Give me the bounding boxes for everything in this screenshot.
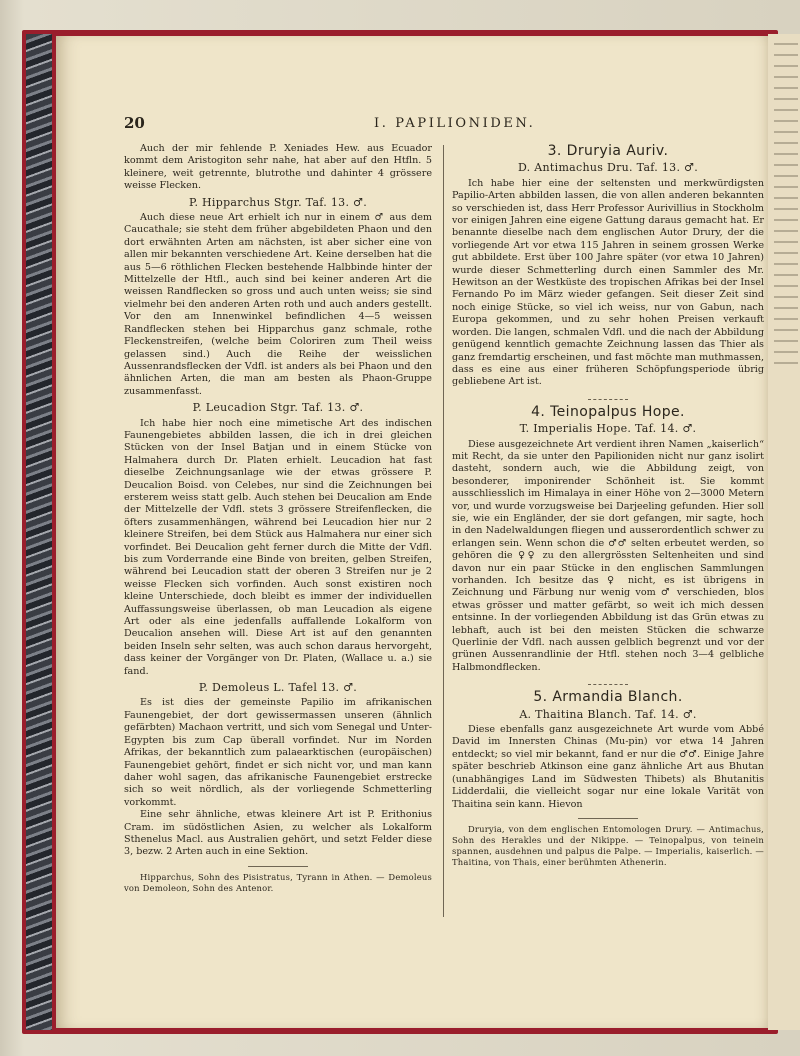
entry-text: Diese ausgezeichnete Art verdient ihren Namen „kaiserlich“ mit Recht, da sie unter den Papilioniden nicht nur ganz isolirt dasteht, sondern auch, wie die Abbildung zeigt, von besonderer, imponirender Schönheit ist. Sie kommt ausschliesslich im Himalaya in einer Höhe von 2—3000 Metern vor, und wurde vorzugsweise bei Darjeeling gefunden. Hier soll sie, wie ein Engländer, der sie dort gefangen, mir sagte, hoch in den Nadelwaldungen fliegen und ausserordentlich schwer zu erlangen sein. Wenn schon die ♂♂ selten erbeutet werden, so gehören die ♀♀ zu den allergrössten Seltenheiten und sind davon nur ein paar Stücke in den englischen Sammlungen vorhanden. Ich besitze das ♀ nicht, es ist übrigens in Zeichnung und Färbung nur wenig vom ♂ verschieden, blos etwas grösser und matter gefärbt, so weit ich mich dessen entsinne. In der vorliegenden Abbildung ist das Grün etwas zu lebhaft, auch ist bei den meisten Stücken die schwarze Querlinie der Vdfl. nach aussen gelblich begrenzt und vor der grünen Aussenrandlinie der Htfl. stehen noch 3—4 gelbliche Halbmondflecken.	[452, 438, 764, 673]
intro-paragraph: Auch der mir fehlende P. Xeniades Hew. aus Ecuador kommt dem Aristogiton sehr nahe, hat aber auf den Htfln. 5 kleinere, weit getrennte, blutrothe und dahinter 4 grössere weisse Flecken.	[124, 143, 432, 192]
page-number: 20	[124, 114, 145, 132]
section-title: 3. Druryia Auriv.	[547, 143, 669, 159]
section-title: 5. Armandia Blanch.	[533, 689, 683, 706]
entry-heading: P. Demoleus L. Tafel 13. ♂.	[198, 681, 358, 695]
entry-heading: P. Leucadion Stgr. Taf. 13. ♂.	[192, 401, 364, 415]
entry-text-continued: Eine sehr ähnliche, etwas kleinere Art ist P. Erithonius Cram. im südöstlichen Asien, zu welcher als Lokalform Sthenelus Macl. aus Australien gehört, und setzt Felder diese 3, bezw. 2 Arten auch in eine Sektion.	[124, 809, 432, 858]
running-title: I. PAPILIONIDEN.	[374, 116, 536, 131]
entry-text: Diese ebenfalls ganz ausgezeichnete Art wurde vom Abbé David im Innersten Chinas (Mu-pin) vor etwa 14 Jahren entdeckt; so viel mir bekannt, fand er nur die ♂♂. Einige Jahre später beschrieb Atkinson eine ganz ähnliche Art aus Bhutan (unabhängiges Land im Südwesten Thibets) als Bhutanitis Lidderdalii, die vielleicht sogar nur eine lokale Varität von Thaitina sein kann. Hievon	[452, 724, 764, 810]
entry-text: Ich habe hier noch eine mimetische Art des indischen Faunengebietes abbilden lassen, die ich in drei gleichen Stücken von der Insel Batjan und in einem Stücke von Halmahera durch Dr. Platen erhielt. Leucadion hat fast dieselbe Zeichnungsanlage wie der etwas grössere P. Deucalion Boisd. von Celebes, nur sind die Zeichnungen bei ersterem weiss statt gelb. Auch stehen bei Deucalion am Ende der Mittelzelle der Vdfl. stets 3 grössere Streifenflecken, die öfters zusammenhängen, während bei Leucadion hier nur 2 kleinere Streifen, bei dem Stück aus Halmahera nur einer sich vorfindet. Bei Deucalion geht ferner durch die Mitte der Vdfl. bis zum Vorderrande eine Binde von breiten, gelben Streifen, während bei Leucadion statt der oberen 3 Streifen nur je 2 weisse Flecken sich vorfinden. Auch sonst existiren noch kleine Unterschiede, doch bleibt es immer der individuellen Auffassungsweise überlassen, ob man Leucadion als eigene Art oder als eine jedenfalls auffallende Lokalform von Deucalion ansehen will. Diese Art ist auf den genannten beiden Inseln sehr selten, was auch schon daraus hervorgeht, dass keiner der Vorgänger von Dr. Platen, (Wallace u. a.) sie fand.	[124, 417, 432, 677]
marbled-edge	[26, 34, 52, 1030]
section-separator	[588, 680, 628, 685]
footnote-rule	[578, 818, 638, 819]
facing-page-edge	[768, 34, 800, 1030]
entry-heading: D. Antimachus Dru. Taf. 13. ♂.	[517, 161, 699, 175]
footnote: Hipparchus, Sohn des Pisistratus, Tyrann in Athen. — Demoleus von Demoleon, Sohn des Antenor.	[124, 871, 432, 893]
column-divider	[443, 145, 444, 917]
left-column	[124, 143, 432, 894]
footnote-rule	[248, 866, 308, 867]
entry-heading: T. Imperialis Hope. Taf. 14. ♂.	[519, 422, 697, 436]
section-separator	[588, 395, 628, 400]
entry-text: Ich habe hier eine der seltensten und merkwürdigsten Papilio-Arten abbilden lassen, die von allen anderen bekannten so verschieden ist, dass Herr Professor Aurivillius in Stockholm vor einigen Jahren eine eigene Gattung daraus gemacht hat. Er benannte dieselbe nach dem englischen Autor Drury, der die vorliegende Art vor etwa 115 Jahren in seinem grossen Werke gut abbildete. Erst über 100 Jahre später (vor etwa 10 Jahren) wurde dieser Schmetterling durch einen Sammler des Mr. Hewitson an der Westküste des tropischen Afrikas bei der Insel Fernando Po im März wieder gefangen. Seit dieser Zeit sind noch einige Stücke, so viel ich weiss, nur von Gabun, nach Europa gekommen, und zu sehr hohen Preisen verkauft worden. Die langen, schmalen Vdfl. und die nach der Abbildung genügend kenntlich gemachte Zeichnung lassen das Thier als ganz fremdartig erscheinen, und fast möchte man muthmassen, dass es eine aus einer früheren Schöpfungsperiode übrig gebliebene Art ist.	[452, 177, 764, 388]
footnote: Druryia, von dem englischen Entomologen Drury. — Antimachus, Sohn des Herakles und der Nikippe. — Teinopalpus, von teinein spannen, ausdehnen und palpus die Palpe. — Imperialis, kaiserlich. — Thaitina, von Thais, einer berühmten Athenerin.	[452, 823, 764, 867]
right-column	[452, 143, 764, 868]
entry-text: Auch diese neue Art erhielt ich nur in einem ♂ aus dem Caucathale; sie steht dem früher abgebildeten Phaon und den dort erwähnten Arten am nächsten, ist aber sicher eine von allen mir bekannten verschiedene Art. Keine derselben hat die aus 5—6 röthlichen Flecken bestehende Halbbinde hinter der Mittelzelle der Htfl., auch sind bei keiner anderen Art die weissen Randflecken so gross und auch unten weiss; sie sind vielmehr bei den anderen Arten roth und auch anders gestellt. Vor den am Innenwinkel befindlichen 4—5 weissen Randflecken stehen bei Hipparchus ganz schmale, rothe Fleckenstreifen, (welche beim Coloriren zum Theil weiss gelassen sind.) Auch die Reihe der weisslichen Aussenrandsflecken der Vdfl. ist anders als bei Phaon und den ähnlichen Arten, die man am besten als Phaon-Gruppe zusammenfasst.	[124, 212, 432, 397]
page-header	[124, 114, 764, 136]
entry-heading: A. Thaitina Blanch. Taf. 14. ♂.	[519, 707, 697, 721]
entry-text: Es ist dies der gemeinste Papilio im afrikanischen Faunengebiet, der dort gewissermassen unseren (ähnlich gefärbten) Machaon vertritt, und sich vom Senegal und Unter-Egypten bis zum Cap überall vorfindet. Nur im Norden Afrikas, der bekanntlich zum palaearktischen (europäischen) Faunengebiet gehört, findet er sich nicht vor, und man kann daher wohl sagen, das afrikanische Faunengebiet erstrecke sich so weit nördlich, als der vorliegende Schmetterling vorkommt.	[124, 697, 432, 808]
entry-heading: P. Hipparchus Stgr. Taf. 13. ♂.	[188, 195, 368, 209]
section-title: 4. Teinopalpus Hope.	[531, 403, 685, 420]
